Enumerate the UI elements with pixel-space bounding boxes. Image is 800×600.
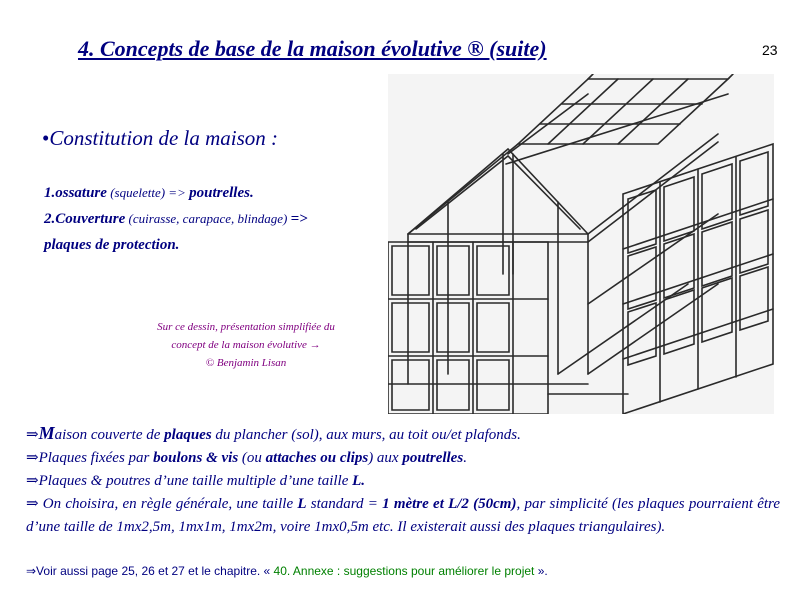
list-item-couverture <box>44 206 404 232</box>
note-text: (ou <box>238 450 266 466</box>
note-taille <box>26 470 780 493</box>
note-fixation <box>26 447 780 470</box>
see-also-text: ⇒Voir aussi page 25, 26 et 27 et le chapitre. « <box>26 564 274 578</box>
item-detail: (cuirasse, carapace, blindage) <box>125 211 291 226</box>
constitution-heading <box>42 126 278 151</box>
drop-cap: M <box>38 423 55 443</box>
note-text: On choisira, en règle générale, une taille <box>38 496 298 512</box>
slide-title: 4. Concepts de base de la maison évolutive ® (suite) <box>78 36 547 61</box>
note-text: Plaques & poutres d’une taille multiple d’une taille <box>38 473 353 489</box>
drawing-caption <box>130 318 362 372</box>
item-term: Couverture <box>55 211 126 227</box>
item-term: ossature <box>55 185 107 201</box>
page-number: 23 <box>762 42 778 58</box>
note-text: aison couverte de <box>54 427 165 443</box>
bullet: • <box>42 126 50 150</box>
note-standard <box>26 493 780 539</box>
note-bold: L <box>297 496 307 512</box>
see-also-text: ». <box>534 564 548 578</box>
note-bold: L. <box>352 473 366 489</box>
constitution-list <box>44 180 404 258</box>
note-bold: attaches ou clips <box>265 450 369 466</box>
item-number: 2. <box>44 211 56 227</box>
note-bold: poutrelles <box>402 450 464 466</box>
arrow-icon: ⇒ <box>26 450 39 466</box>
arrow-icon: ⇒ <box>26 496 39 512</box>
caption-line: concept de la maison évolutive → <box>171 339 321 351</box>
note-text: du plancher (sol), aux murs, au toit ou/et plafonds. <box>211 427 521 443</box>
caption-line: Sur ce dessin, présentation simplifiée du <box>157 321 335 333</box>
item-result: plaques de protection. <box>44 237 180 253</box>
item-detail: (squelette) => <box>106 185 190 200</box>
note-bold: plaques <box>164 427 212 443</box>
item-number: 1. <box>44 185 56 201</box>
note-plaques <box>26 422 780 447</box>
constitution-heading-text: Constitution de la maison : <box>49 126 279 150</box>
note-bold: boulons & vis <box>153 450 239 466</box>
note-bold: 1 mètre et L/2 (50cm) <box>382 496 517 512</box>
house-sketch-illustration <box>388 74 774 414</box>
note-text: Plaques fixées par <box>38 450 154 466</box>
note-text: . <box>463 450 467 466</box>
arrow-icon: ⇒ <box>26 473 39 489</box>
caption-line: © Benjamin Lisan <box>205 357 287 369</box>
chapter-link[interactable]: 40. Annexe : suggestions pour améliorer le projet <box>273 564 535 578</box>
see-also-line <box>26 564 548 578</box>
note-text: ) aux <box>368 450 403 466</box>
notes-block <box>26 422 780 539</box>
note-text: standard = <box>306 496 383 512</box>
list-item-couverture-result <box>44 232 404 258</box>
note-text: , par simplicité (les plaques pourraient être d’une taille de 1mx2,5m, 1mx1m, 1mx2m, voire 1mx0,5m etc. Il existerait aussi des plaques triangulaires). <box>26 496 780 535</box>
item-arrow: => <box>290 211 308 227</box>
arrow-icon: ⇒ <box>26 427 39 443</box>
list-item-ossature <box>44 180 404 206</box>
item-result: poutrelles. <box>189 185 254 201</box>
